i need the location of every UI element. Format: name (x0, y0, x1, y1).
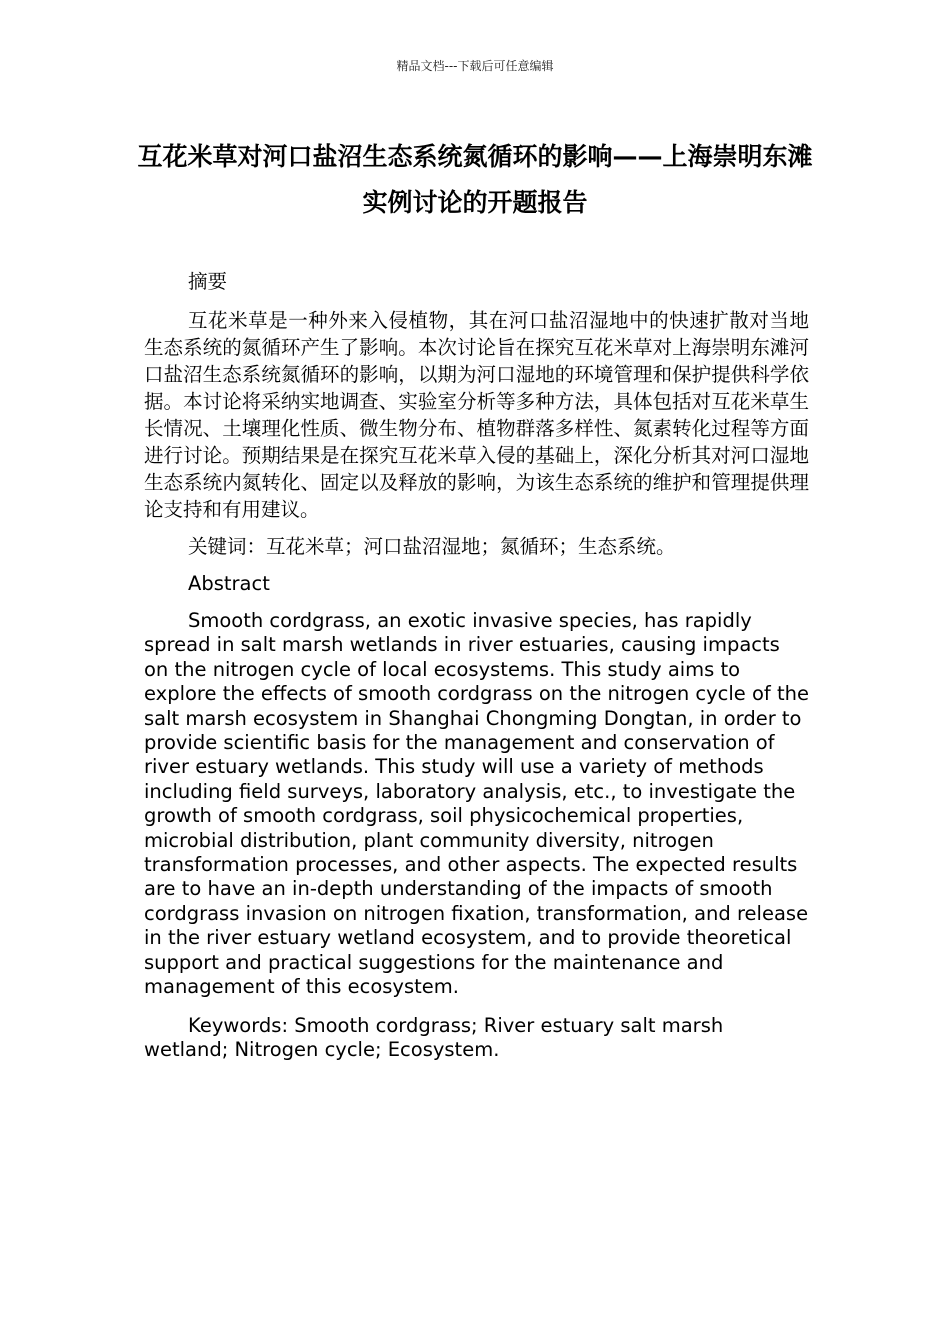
keywords-en: Keywords: Smooth cordgrass; River estuary salt marsh wetland; Nitrogen cycle; Ecosystem. (144, 1013, 724, 1061)
page-header: 精品文档---下载后可任意编辑 (396, 59, 554, 73)
abstract-en-paragraph: Smooth cordgrass, an exotic invasive species, has rapidly spread in salt marsh wetlands in river estuaries, causing impacts on the nitrogen cycle of local ecosystems. This study aims to explore the effects of smooth cordgrass on the nitrogen cycle of the salt marsh ecosystem in Shanghai Chongming Dongtan, in order to provide scientific basis for the management and conservation of river estuary wetlands. This study will use a variety of methods including field surveys, laboratory analysis, etc., to investigate the growth of smooth cordgrass, soil physicochemical properties, microbial distribution, plant community diversity, nitrogen transformation processes, and other aspects. The expected results are to have an in-depth understanding of the impacts of smooth cordgrass invasion on nitrogen fixation, transformation, and release in the river estuary wetland ecosystem, and to provide theoretical support and practical suggestions for the maintenance and management of this ecosystem. (144, 609, 809, 999)
abstract-zh-heading: 摘要 (188, 270, 228, 293)
abstract-zh-paragraph: 互花米草是一种外来入侵植物，其在河口盐沼湿地中的快速扩散对当地生态系统的氮循环产生了影响。本次讨论旨在探究互花米草对上海崇明东滩河口盐沼生态系统氮循环的影响，以期为河口湿地的环境管理和保护提供科学依据。本讨论将采纳实地调查、实验室分析等多种方法，具体包括对互花米草生长情况、土壤理化性质、微生物分布、植物群落多样性、氮素转化过程等方面进行讨论。预期结果是在探究互花米草入侵的基础上，深化分析其对河口湿地生态系统内氮转化、固定以及释放的影响，为该生态系统的维护和管理提供理论支持和有用建议。 (144, 309, 809, 521)
document-body (144, 268, 809, 1076)
document-title: 互花米草对河口盐沼生态系统氮循环的影响——上海崇明东滩实例讨论的开题报告 (137, 142, 813, 217)
abstract-en-heading: Abstract (188, 572, 270, 595)
keywords-zh: 关键词：互花米草；河口盐沼湿地；氮循环；生态系统。 (188, 535, 676, 558)
